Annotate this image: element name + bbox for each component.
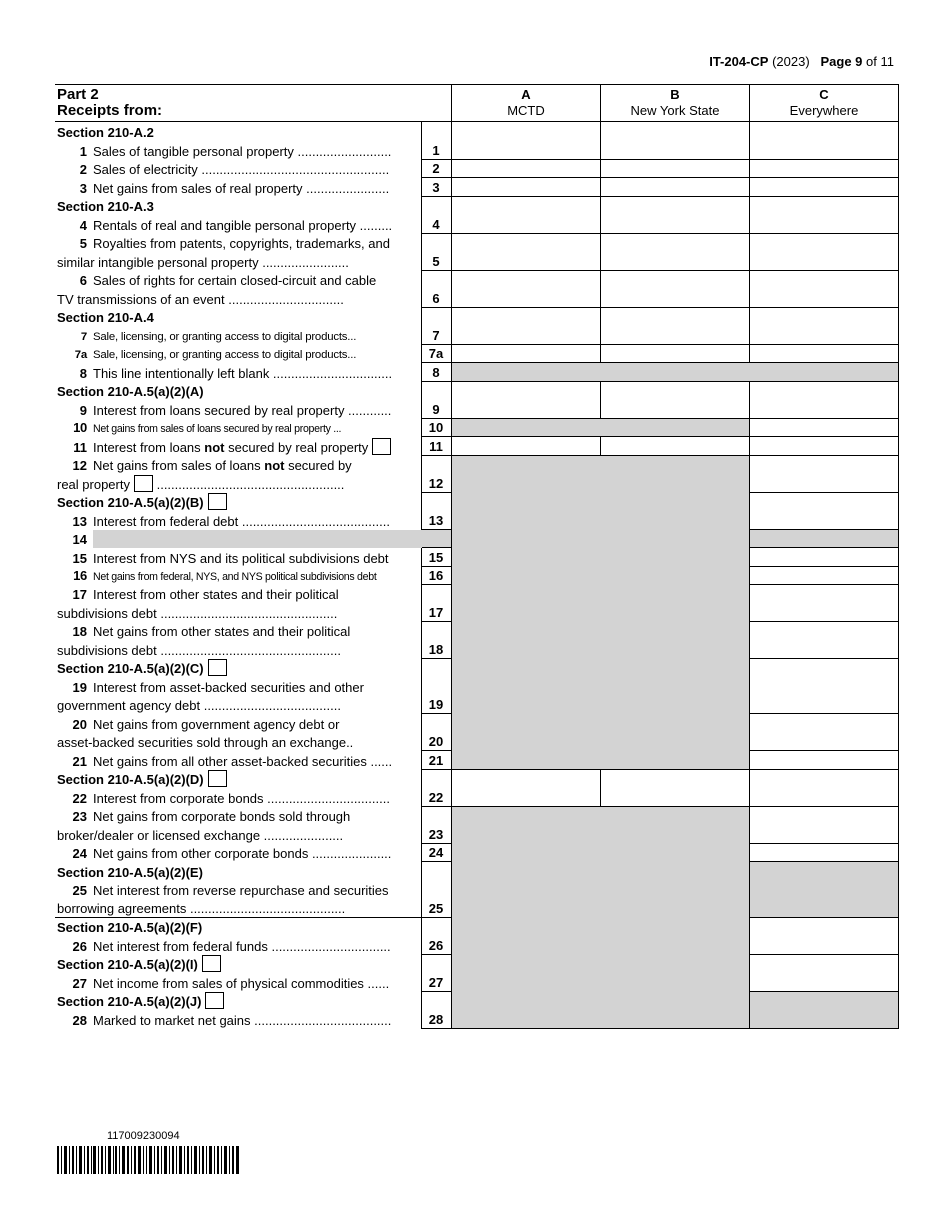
line-7-col-a[interactable] [452,308,601,345]
line-7-col-c[interactable] [750,308,899,345]
line-16-label: 16 Net gains from federal, NYS, and NYS political subdivisions debt [73,567,377,583]
line-11-checkbox[interactable] [372,438,391,455]
line-17-number: 17 [422,603,452,622]
line-9-label: 9 Interest from loans secured by real property ............ [79,402,392,418]
line-18-col-c[interactable] [750,622,899,659]
line-16-number: 16 [422,567,452,585]
section-heading: Section 210-A.5(a)(2)(J) [55,992,422,1010]
line-23-number: 23 [422,825,452,844]
page-header [709,54,894,69]
line-6-label: 6 Sales of rights for certain closed-circuit and cable [79,272,377,288]
line-15-label: 15 Interest from NYS and its political subdivisions debt [72,550,389,566]
line-6-label-cont: TV transmissions of an event ................................ [57,291,344,307]
line-6-col-b[interactable] [601,271,750,308]
line-22-number: 22 [422,788,452,807]
line-27-number: 27 [422,973,452,992]
line-7a-col-a[interactable] [452,345,601,363]
line-18-number: 18 [422,640,452,659]
line-6-number: 6 [422,289,452,308]
line-21-col-c[interactable] [750,751,899,770]
line-12-label: 12 Net gains from sales of loans not secured by [72,457,352,473]
section-heading: Section 210-A.5(a)(2)(I) [55,955,422,973]
section-heading: Section 210-A.5(a)(2)(A) [57,383,204,399]
section-i-checkbox[interactable] [202,955,221,972]
section-heading: Section 210-A.5(a)(2)(D) [55,770,422,788]
line-9-col-a[interactable] [452,382,601,419]
section-heading: Section 210-A.2 [57,124,154,140]
line-4-col-c[interactable] [750,197,899,234]
line-8-shaded [452,363,899,382]
column-b-header: B New York State [601,85,750,122]
line-2-col-b[interactable] [601,160,750,178]
line-24-number: 24 [422,844,452,862]
column-c-header: C Everywhere [750,85,899,122]
barcode-image [57,1146,239,1174]
line-18-label: 18 Net gains from other states and their political [72,623,351,639]
line-11-col-c[interactable] [750,437,899,456]
line-7a-label: 7a Sale, licensing, or granting access to digital products... [74,348,357,361]
line-10-label: 10 Net gains from sales of loans secured by real property ... [73,419,342,435]
line-12-number: 12 [422,474,452,493]
line-17-label-cont: subdivisions debt ................................................. [57,605,338,621]
line-21-number: 21 [422,751,452,770]
receipts-table [55,84,899,1029]
line-22-col-b[interactable] [601,770,750,807]
section-heading: Section 210-A.5(a)(2)(C) [55,659,422,677]
line-28-label: 28 Marked to market net gains ...................................... [72,1012,392,1028]
line-13-label: 13 Interest from federal debt ......................................... [72,513,390,529]
line-1-label: 1 Sales of tangible personal property .......................... [79,143,392,159]
line-20-col-c[interactable] [750,714,899,751]
line-10-col-c[interactable] [750,419,899,437]
section-j-checkbox[interactable] [205,992,224,1009]
line-26-col-c[interactable] [750,918,899,955]
line-19-col-c[interactable] [750,659,899,714]
line-2-col-c[interactable] [750,160,899,178]
line-23-label-cont: broker/dealer or licensed exchange ...................... [57,827,344,843]
line-22-label: 22 Interest from corporate bonds .................................. [72,790,390,806]
part-title [55,85,452,122]
section-c-checkbox[interactable] [208,659,227,676]
shaded-area-ab-2 [452,714,750,770]
line-16-col-c[interactable] [750,567,899,585]
page-of: of 11 [866,54,894,69]
line-3-col-a[interactable] [452,178,601,197]
line-7a-col-c[interactable] [750,345,899,363]
line-11-label: 11 Interest from loans not secured by real property [55,437,422,456]
column-a-header: A MCTD [452,85,601,122]
section-heading: Section 210-A.5(a)(2)(B) [55,493,422,511]
line-12-col-c[interactable] [750,456,899,493]
line-1-number: 1 [422,141,452,160]
line-14-shaded [422,530,452,548]
line-1-col-a[interactable] [452,122,601,160]
line-11-number: 11 [422,437,452,456]
line-18-label-cont: subdivisions debt .................................................. [57,642,341,658]
line-27-label: 27 Net income from sales of physical commodities ...... [72,975,390,991]
line-25-label: 25 Net interest from reverse repurchase and securities [72,882,389,898]
line-25-col-c-shaded [750,862,899,918]
page-label: Page 9 [820,54,863,69]
part-number: Part 2 [57,86,99,103]
line-11-col-a[interactable] [452,437,601,456]
line-14-label: 14 [55,530,422,548]
line-10-shaded [452,419,750,437]
line-27-col-c[interactable] [750,955,899,992]
line-15-col-c[interactable] [750,548,899,567]
line-1-col-b[interactable] [601,122,750,160]
section-b-checkbox[interactable] [208,493,227,510]
line-3-label: 3 Net gains from sales of real property ....................... [79,180,390,196]
line-19-label: 19 Interest from asset-backed securities and other [72,679,364,695]
line-20-number: 20 [422,733,452,751]
line-2-number: 2 [422,160,452,178]
line-9-number: 9 [422,400,452,419]
line-14-col-c-shaded [750,530,899,548]
line-11-col-b[interactable] [601,437,750,456]
line-12-checkbox[interactable] [134,475,153,492]
line-12-label-cont: real property .................................................... [57,476,345,492]
line-4-label: 4 Rentals of real and tangible personal property ......... [79,217,393,233]
line-5-col-c[interactable] [750,234,899,271]
line-28-number: 28 [422,1010,452,1029]
line-19-label-cont: government agency debt ...................................... [57,697,341,713]
line-7-col-b[interactable] [601,308,750,345]
form-year: (2023) [772,54,810,69]
line-3-col-b[interactable] [601,178,750,197]
line-5-number: 5 [422,252,452,271]
line-15-number: 15 [422,548,452,567]
section-heading: Section 210-A.5(a)(2)(E) [57,864,203,880]
line-3-number: 3 [422,178,452,197]
line-10-number: 10 [422,419,452,437]
line-7a-number: 7a [422,345,452,363]
line-13-number: 13 [422,511,452,530]
line-5-label: 5 Royalties from patents, copyrights, trademarks, and [79,235,390,251]
line-9-col-b[interactable] [601,382,750,419]
line-25-number: 25 [422,899,452,918]
line-20-label: 20 Net gains from government agency debt or [72,716,340,732]
section-heading: Section 210-A.4 [57,309,154,325]
line-4-col-a[interactable] [452,197,601,234]
line-17-label: 17 Interest from other states and their political [72,586,339,602]
line-24-label: 24 Net gains from other corporate bonds ...................... [72,845,392,861]
line-8-label: 8 This line intentionally left blank ................................. [79,365,393,381]
line-4-number: 4 [422,215,452,234]
line-3-col-c[interactable] [750,178,899,197]
line-19-number: 19 [422,696,452,714]
line-24-col-c[interactable] [750,844,899,862]
line-23-label: 23 Net gains from corporate bonds sold through [72,808,351,824]
line-4-col-b[interactable] [601,197,750,234]
line-22-col-c[interactable] [750,770,899,807]
line-25-label-cont: borrowing agreements ........................................... [57,901,346,916]
line-7a-col-b[interactable] [601,345,750,363]
line-26-label: 26 Net interest from federal funds ................................. [72,938,391,954]
line-21-label: 21 Net gains from all other asset-backed securities ...... [72,753,393,769]
section-heading: Section 210-A.3 [57,198,154,214]
section-d-checkbox[interactable] [208,770,227,787]
line-7-number: 7 [422,326,452,345]
line-5-label-cont: similar intangible personal property ........................ [57,254,349,270]
line-23-col-c[interactable] [750,807,899,844]
line-6-col-c[interactable] [750,271,899,308]
line-13-col-c[interactable] [750,493,899,530]
line-26-number: 26 [422,936,452,955]
shaded-area-ab-3 [452,807,750,1029]
line-9-col-c[interactable] [750,382,899,419]
shaded-area-ab [452,456,750,714]
line-2-col-a[interactable] [452,160,601,178]
line-22-col-a[interactable] [452,770,601,807]
line-20-label-cont: asset-backed securities sold through an exchange.. [57,734,354,750]
line-5-col-b[interactable] [601,234,750,271]
line-5-col-a[interactable] [452,234,601,271]
line-6-col-a[interactable] [452,271,601,308]
line-2-label: 2 Sales of electricity .................................................... [79,161,390,177]
line-1-col-c[interactable] [750,122,899,160]
line-8-number: 8 [422,363,452,382]
section-heading: Section 210-A.5(a)(2)(F) [55,918,422,936]
line-7-label: 7 Sale, licensing, or granting access to digital products... [80,330,357,343]
line-28-col-c-shaded [750,992,899,1029]
part-subtitle: Receipts from: [57,102,163,119]
form-id: IT-204-CP [709,54,769,69]
barcode-number: 117009230094 [107,1130,180,1142]
line-17-col-c[interactable] [750,585,899,622]
